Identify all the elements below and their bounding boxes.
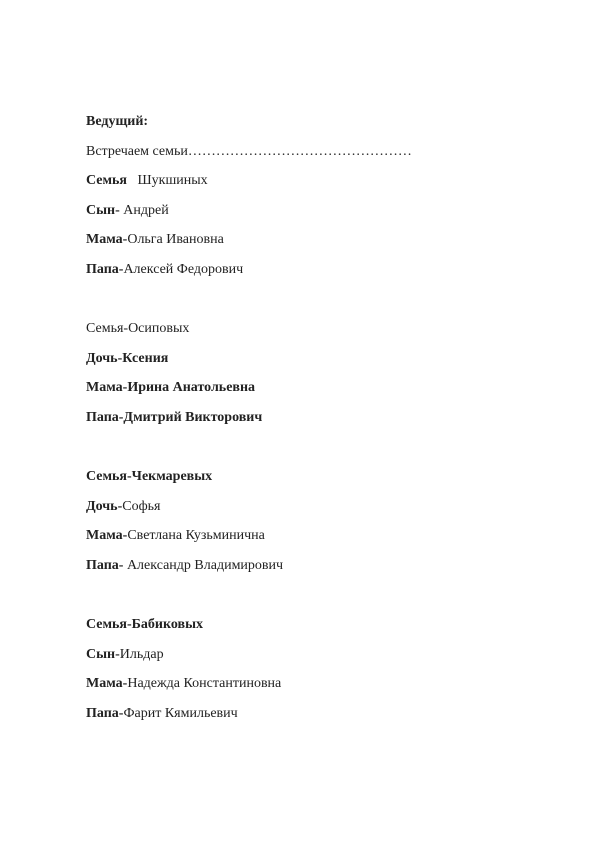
member-name: Фарит Кямильевич <box>123 705 238 721</box>
member-name: Софья <box>122 498 161 514</box>
member-role: Папа- <box>86 705 124 721</box>
family-member <box>86 380 556 410</box>
family-member <box>86 647 556 677</box>
member-role: Мама- <box>86 676 128 692</box>
family-member <box>86 232 556 262</box>
intro-line: Встречаем семьи………………………………………… <box>86 143 412 159</box>
family-title-bold: Семья-Бабиковых <box>86 617 204 633</box>
family-title <box>86 173 556 203</box>
family-title-bold: Семья <box>86 173 128 189</box>
family-member <box>86 528 556 558</box>
family-title-normal: Шукшиных <box>127 173 208 189</box>
family-member <box>86 262 556 292</box>
family-title <box>86 469 556 499</box>
member-name: Ольга Ивановна <box>127 232 224 248</box>
member-role: Сын- <box>86 202 120 218</box>
member-role: Папа-Дмитрий Викторович <box>86 409 263 425</box>
family-title-bold: Семья-Чекмаревых <box>86 469 213 485</box>
member-role: Мама-Ирина Анатольевна <box>86 380 256 396</box>
member-role: Мама- <box>86 232 128 248</box>
member-role: Сын- <box>86 646 120 662</box>
member-role: Дочь-Ксения <box>86 350 169 366</box>
blank-line <box>86 292 556 322</box>
member-name: Алексей Федорович <box>123 261 244 277</box>
member-role: Папа- <box>86 557 124 573</box>
family-member <box>86 676 556 706</box>
member-role: Дочь- <box>86 498 123 514</box>
member-name: Ильдар <box>119 646 164 662</box>
family-title <box>86 617 556 647</box>
host-label: Ведущий: <box>86 114 149 129</box>
blank-line <box>86 440 556 470</box>
family-member <box>86 203 556 233</box>
member-name: Надежда Константиновна <box>127 676 282 692</box>
blank-line <box>86 588 556 618</box>
document-body <box>86 114 556 735</box>
family-member <box>86 499 556 529</box>
member-name: Светлана Кузьминична <box>127 528 265 544</box>
family-title-normal: Семья-Осиповых <box>86 321 190 337</box>
member-role: Папа- <box>86 261 124 277</box>
member-name: Александр Владимирович <box>123 557 284 573</box>
family-member <box>86 410 556 440</box>
family-member <box>86 558 556 588</box>
member-role: Мама- <box>86 528 128 544</box>
member-name: Андрей <box>119 202 169 218</box>
family-title <box>86 321 556 351</box>
family-member <box>86 706 556 736</box>
family-member <box>86 351 556 381</box>
